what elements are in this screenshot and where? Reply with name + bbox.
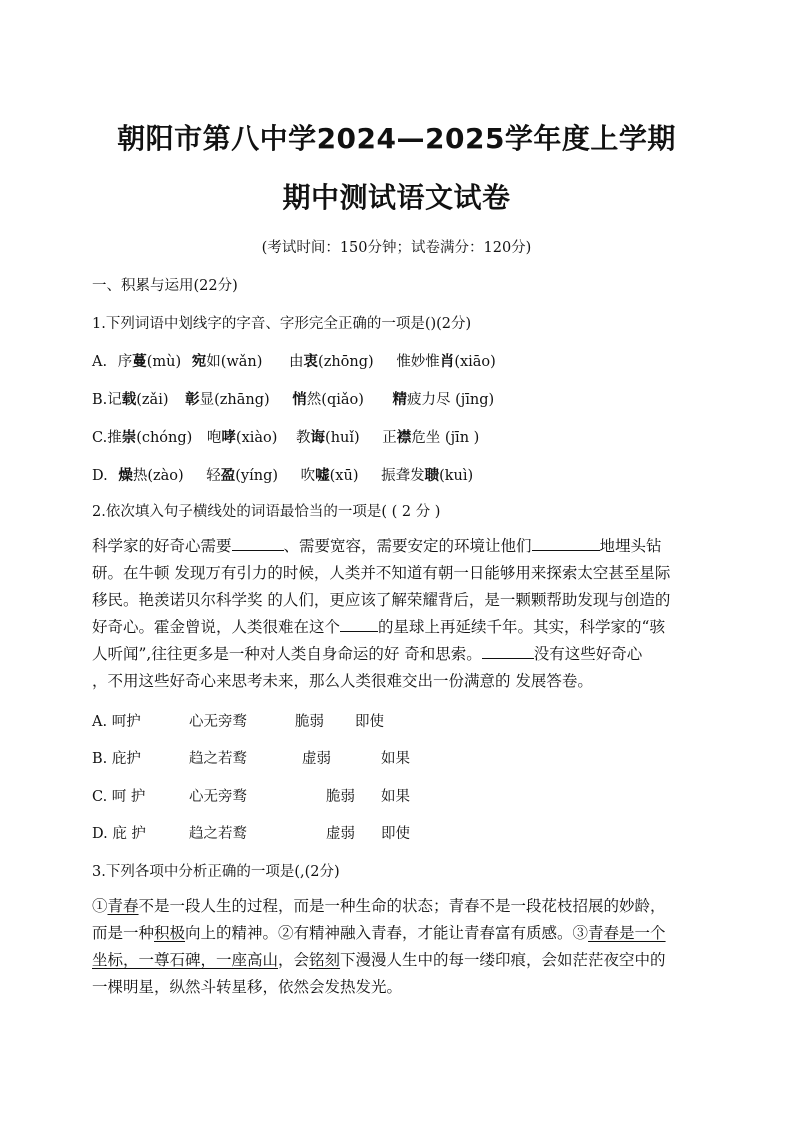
passage-line: 而是一种积极向上的精神。②有精神融入青春，才能让青春富有质感。③青春是一个 (92, 924, 666, 942)
passage-line: ，不用这些好奇心来思考未来，那么人类很难交出一份满意的 发展答卷。 (92, 672, 593, 690)
exam-title-line2: 期中测试语文试卷 (282, 181, 511, 214)
question-3-passage (92, 893, 696, 1001)
answer-blank[interactable] (532, 535, 600, 551)
question-1-option-b[interactable]: B.记载(zǎi) 彰显(zhāng) 悄然(qiǎo) 精疲力尽 (jīng) (92, 391, 495, 408)
passage-line: 科学家的好奇心需要 、需要宽容，需要安定的环境让他们 地埋头钻 (92, 537, 662, 555)
section-heading: 一、积累与运用(22分) (92, 278, 238, 294)
passage-line: ①青春不是一段人生的过程，而是一种生命的状态；青春不是一段花枝招展的妙龄， (92, 897, 666, 915)
question-1-option-c[interactable]: C.推崇(chóng) 咆哮(xiào) 教诲(huǐ) 正襟危坐 (jīn ) (92, 429, 480, 446)
passage-line: 移民。艳羡诺贝尔科学奖 的人们，更应该了解荣耀背后，是一颗颗帮助发现与创造的 (92, 591, 671, 609)
question-1-option-a[interactable]: A. 序蔓(mù) 宛如(wǎn) 由衷(zhōng) 惟妙惟肖(xiāo) (92, 353, 496, 370)
answer-blank[interactable] (232, 535, 284, 551)
question-2-option-c[interactable]: C. 呵 护 心无旁骛 脆弱 如果 (92, 789, 410, 805)
answer-blank[interactable] (340, 616, 378, 632)
question-1-option-d[interactable]: D. 燥热(zào) 轻盈(yíng) 吹嘘(xū) 振聋发聩(kuì) (92, 467, 474, 484)
question-2-stem: 2.依次填入句子横线处的词语最恰当的一项是( ( 2 分 ) (92, 504, 441, 520)
passage-line: 研。在牛顿 发现万有引力的时候，人类并不知道有朝一日能够用来探索太空甚至星际 (92, 564, 671, 582)
answer-blank[interactable] (482, 643, 534, 659)
passage-line: 坐标，一尊石碑，一座高山，会铭刻下漫漫人生中的每一缕印痕，会如茫茫夜空中的 (92, 951, 666, 969)
passage-line: 人听闻”,往往更多是一种对人类自身命运的好 奇和思索。 没有这些好奇心 (92, 645, 643, 663)
exam-info: (考试时间：150分钟；试卷满分：120分) (261, 240, 532, 256)
question-2-option-a[interactable]: A. 呵护 心无旁骛 脆弱 即使 (92, 714, 384, 730)
question-2-option-d[interactable]: D. 庇 护 趋之若鹜 虚弱 即使 (92, 826, 410, 842)
question-2-passage (92, 533, 696, 695)
question-2-option-b[interactable]: B. 庇护 趋之若鹜 虚弱 如果 (92, 751, 410, 767)
question-1-stem: 1.下列词语中划线字的字音、字形完全正确的一项是()(2分) (92, 316, 472, 332)
passage-line: 一棵明星，纵然斗转星移，依然会发热发光。 (92, 978, 403, 996)
question-3-stem: 3.下列各项中分析正确的一项是(,(2分) (92, 864, 340, 880)
passage-line: 好奇心。霍金曾说，人类很难在这个 的星球上再延续千年。其实，科学家的“骇 (92, 618, 665, 636)
exam-title-line1: 朝阳市第八中学2024—2025学年度上学期 (117, 122, 676, 155)
